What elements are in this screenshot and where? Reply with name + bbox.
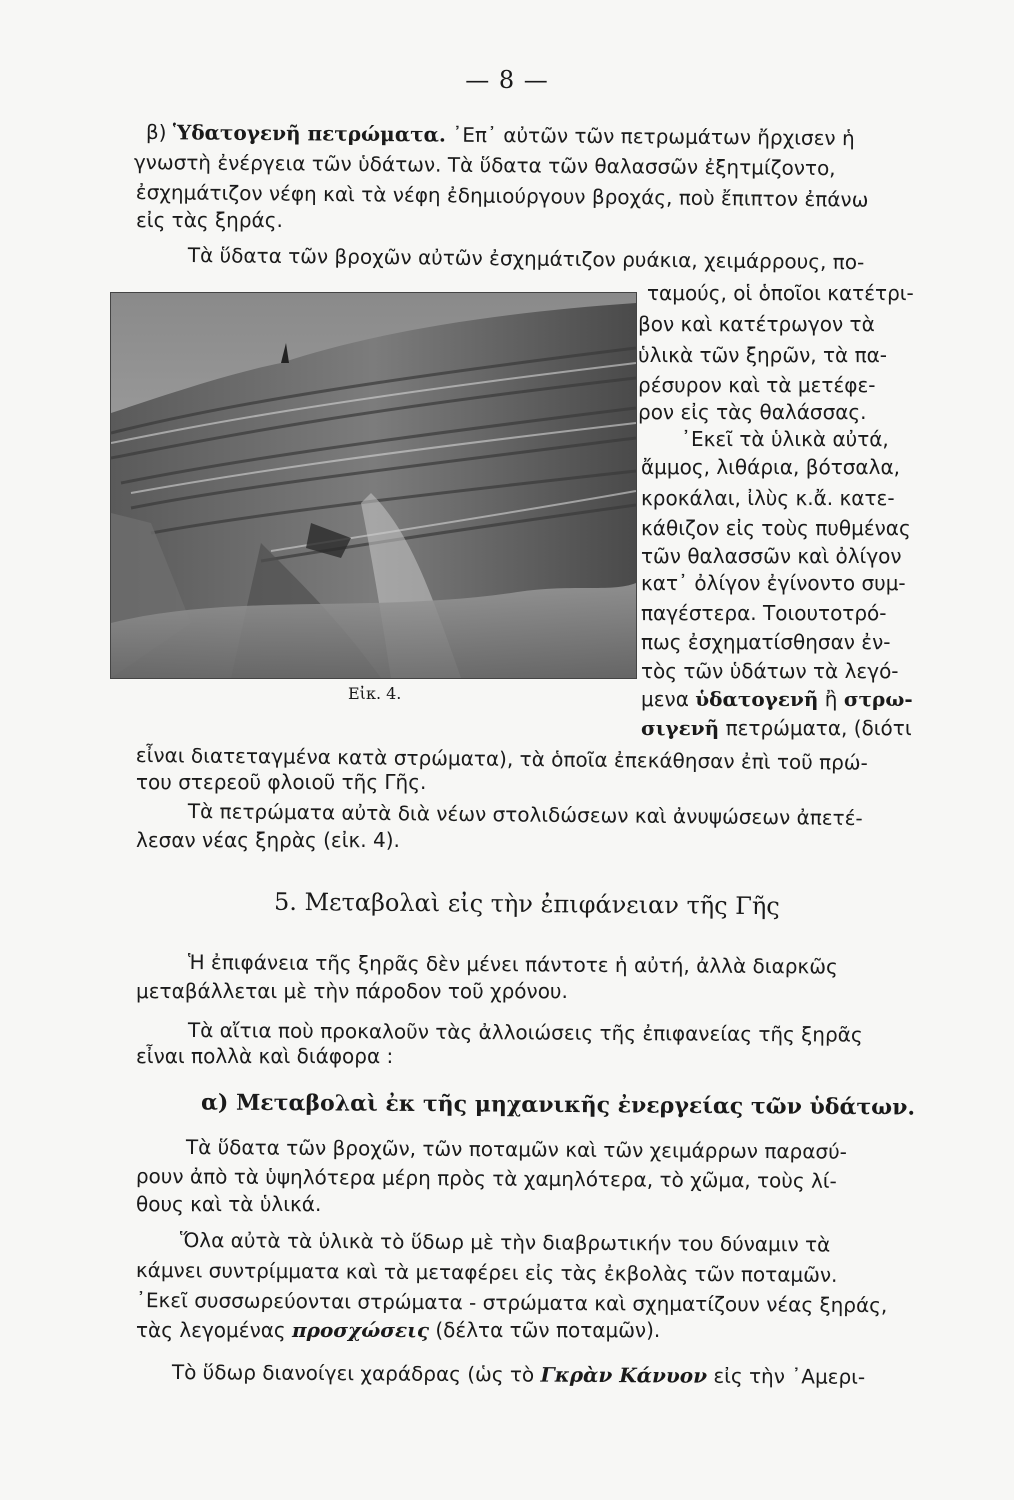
- subsection-a-p3-line1: [172, 1358, 866, 1391]
- section-5-p2-line1: Τὰ αἴτια ποὺ προκαλοῦν τὰς ἀλλοιώσεις τῆς ἐπιφανείας τῆς ξηρᾶς: [187, 1017, 863, 1047]
- para3-side-line: κροκάλαι, ἰλὺς κ.ἄ. κατε-: [641, 486, 895, 510]
- para3-full-line1: εἶναι διατεταγμένα κατὰ στρώματα), τὰ ὁποῖα ἐπεκάθησαν ἐπὶ τοῦ πρώ-: [135, 742, 868, 775]
- para3-side-line: κατ᾿ ὀλίγον ἐγίνοντο συμ-: [641, 571, 906, 595]
- para3-side-line: κάθιζον εἰς τοὺς πυθμένας: [641, 516, 911, 540]
- section-b-line3: ἐσχημάτιζον νέφη καὶ τὰ νέφη ἐδημιούργουν βροχάς, ποὺ ἔπιπτον ἐπάνω: [135, 179, 869, 212]
- para3-side-line-10: [641, 685, 913, 713]
- term-grand-canyon: Γκρὰν Κάνυον: [540, 1362, 708, 1388]
- term-hydatogene: ὑδατογενῆ: [695, 687, 819, 711]
- term-strosigene-part1: στρω-: [843, 687, 913, 711]
- subsection-a-p2-line2: κάμνει συντρίμματα καὶ τὰ μεταφέρει εἰς τὰς ἐκβολὰς τῶν ποταμῶν.: [135, 1258, 838, 1287]
- subsection-a-p1-line1: Τὰ ὕδατα τῶν βροχῶν, τῶν ποταμῶν καὶ τῶν χειμάρρων παρασύ-: [185, 1135, 848, 1164]
- text-fragment: Τὸ ὕδωρ διανοίγει χαράδρας (ὡς τὸ: [171, 1360, 535, 1387]
- para4-line1: Τὰ πετρώματα αὐτὰ διὰ νέων στολιδώσεων καὶ ἀνυψώσεων ἀπετέ-: [187, 798, 863, 831]
- subsection-a-p2-line4: [136, 1316, 660, 1344]
- para2-side-line: ταμούς, οἱ ὁποῖοι κατέτρι-: [647, 281, 914, 305]
- cliff-illustration: [111, 293, 636, 678]
- section-b-label: β): [145, 119, 167, 145]
- para2-side-line: ρον εἰς τὰς θαλάσσας.: [638, 400, 867, 424]
- para3-side-line: τῶν θαλασσῶν καὶ ὀλίγον: [641, 544, 902, 568]
- subsection-a-p2-line1: Ὅλα αὐτὰ τὰ ὑλικὰ τὸ ὕδωρ μὲ τὴν διαβρωτικήν του δύναμιν τὰ: [179, 1228, 831, 1257]
- para3-side-line: ἄμμος, λιθάρια, βότσαλα,: [641, 455, 900, 479]
- section-b-title: Ὑδατογενῆ πετρώματα.: [172, 120, 447, 147]
- section-b-first-line: [146, 118, 855, 152]
- para3-full-line2: του στερεοῦ φλοιοῦ τῆς Γῆς.: [136, 770, 427, 794]
- para3-side-line: ᾿Εκεῖ τὰ ὑλικὰ αὐτά,: [681, 427, 889, 451]
- section-b-line2: γνωστὴ ἐνέργεια τῶν ὑδάτων. Τὰ ὕδατα τῶν θαλασσῶν ἐξητμίζοντο,: [133, 149, 836, 181]
- page-number: — 8 —: [465, 66, 549, 94]
- para3-side-line: τὸς τῶν ὑδάτων τὰ λεγό-: [641, 659, 899, 683]
- term-proschoseis: προσχώσεις: [292, 1318, 430, 1342]
- para3-side-line: πως ἐσχηματίσθησαν ἐν-: [641, 630, 891, 654]
- section-5-p2-line2: εἶναι πολλὰ καὶ διάφορα :: [136, 1044, 394, 1068]
- subsection-a-p1-line2: ρουν ἀπὸ τὰ ὑψηλότερα μέρη πρὸς τὰ χαμηλότερα, τὸ χῶμα, τοὺς λί-: [135, 1164, 837, 1193]
- text-fragment: τὰς λεγομένας: [136, 1318, 286, 1342]
- para2-line1: Τὰ ὕδατα τῶν βροχῶν αὐτῶν ἐσχημάτιζον ρυάκια, χειμάρρους, πο-: [187, 242, 865, 275]
- text-fragment: (δέλτα τῶν ποταμῶν).: [435, 1318, 661, 1342]
- section-5-p1-line1: Ἡ ἐπιφάνεια τῆς ξηρᾶς δὲν μένει πάντοτε ἡ αὐτή, ἀλλὰ διαρκῶς: [187, 949, 838, 979]
- term-strosigene-part2: σιγενῆ: [641, 716, 720, 740]
- para2-side-line: βον καὶ κατέτρωγον τὰ: [638, 312, 875, 336]
- subsection-a-heading: α) Μεταβολαὶ ἐκ τῆς μηχανικῆς ἐνεργείας τῶν ὑδάτων.: [200, 1089, 916, 1121]
- text-fragment: εἰς τὴν ᾿Αμερι-: [713, 1363, 866, 1389]
- para2-side-line: ρέσυρον καὶ τὰ μετέφε-: [638, 373, 876, 397]
- para3-side-line: παγέστερα. Τοιουτοτρό-: [641, 601, 887, 625]
- text-fragment: πετρώματα, (διότι: [725, 716, 912, 740]
- para2-side-line: ὑλικὰ τῶν ξηρῶν, τὰ πα-: [638, 343, 888, 367]
- text-fragment: μενα: [641, 687, 689, 711]
- para3-side-line-11: [641, 714, 912, 742]
- figure-cliff-photo: [110, 292, 637, 679]
- figure-caption: Εἰκ. 4.: [348, 684, 402, 703]
- section-b-line4: εἰς τὰς ξηράς.: [136, 208, 283, 232]
- section-5-heading: 5. Μεταβολαὶ εἰς τὴν ἐπιφάνειαν τῆς Γῆς: [273, 887, 780, 921]
- section-5-p1-line2: μεταβάλλεται μὲ τὴν πάροδον τοῦ χρόνου.: [136, 979, 568, 1003]
- text-fragment: ἢ: [824, 687, 838, 711]
- para4-line2: λεσαν νέας ξηρὰς (εἰκ. 4).: [136, 828, 400, 852]
- section-b-line1-text: ᾿Επ᾿ αὐτῶν τῶν πετρωμάτων ἤρχισεν ἡ: [452, 122, 855, 151]
- subsection-a-p2-line3: ᾿Εκεῖ συσσωρεύονται στρώματα - στρώματα καὶ σχηματίζουν νέας ξηράς,: [135, 1288, 888, 1318]
- subsection-a-p1-line3: θους καὶ τὰ ὑλικά.: [136, 1192, 322, 1216]
